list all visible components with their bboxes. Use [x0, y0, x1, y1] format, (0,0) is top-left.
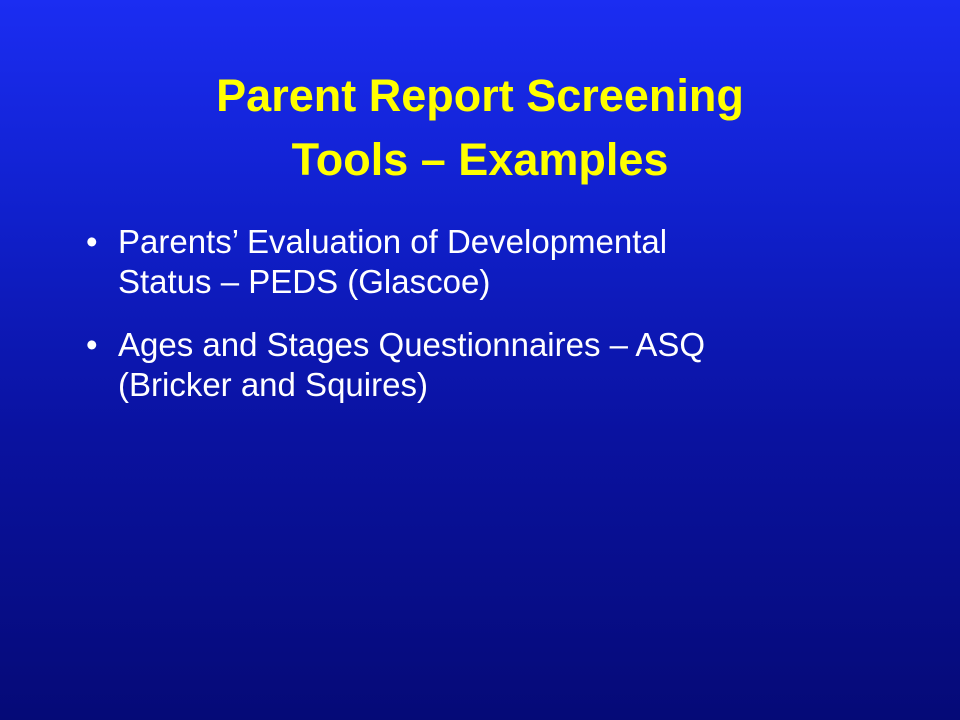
slide-title	[80, 64, 880, 192]
bullet-list	[86, 222, 886, 428]
bullet-text-line: Status – PEDS (Glascoe)	[118, 263, 491, 300]
bullet-text-line: Parents’ Evaluation of Developmental	[118, 223, 668, 260]
title-line-1: Parent Report Screening	[216, 70, 744, 121]
bullet-text-line: Ages and Stages Questionnaires – ASQ	[118, 326, 706, 363]
bullet-text-line: (Bricker and Squires)	[118, 366, 428, 403]
title-line-2: Tools – Examples	[291, 134, 669, 185]
bullet-point-icon: •	[86, 223, 98, 260]
bullet-point-icon: •	[86, 326, 98, 363]
bullet-item-peds	[86, 222, 886, 302]
bullet-item-asq	[86, 325, 886, 405]
